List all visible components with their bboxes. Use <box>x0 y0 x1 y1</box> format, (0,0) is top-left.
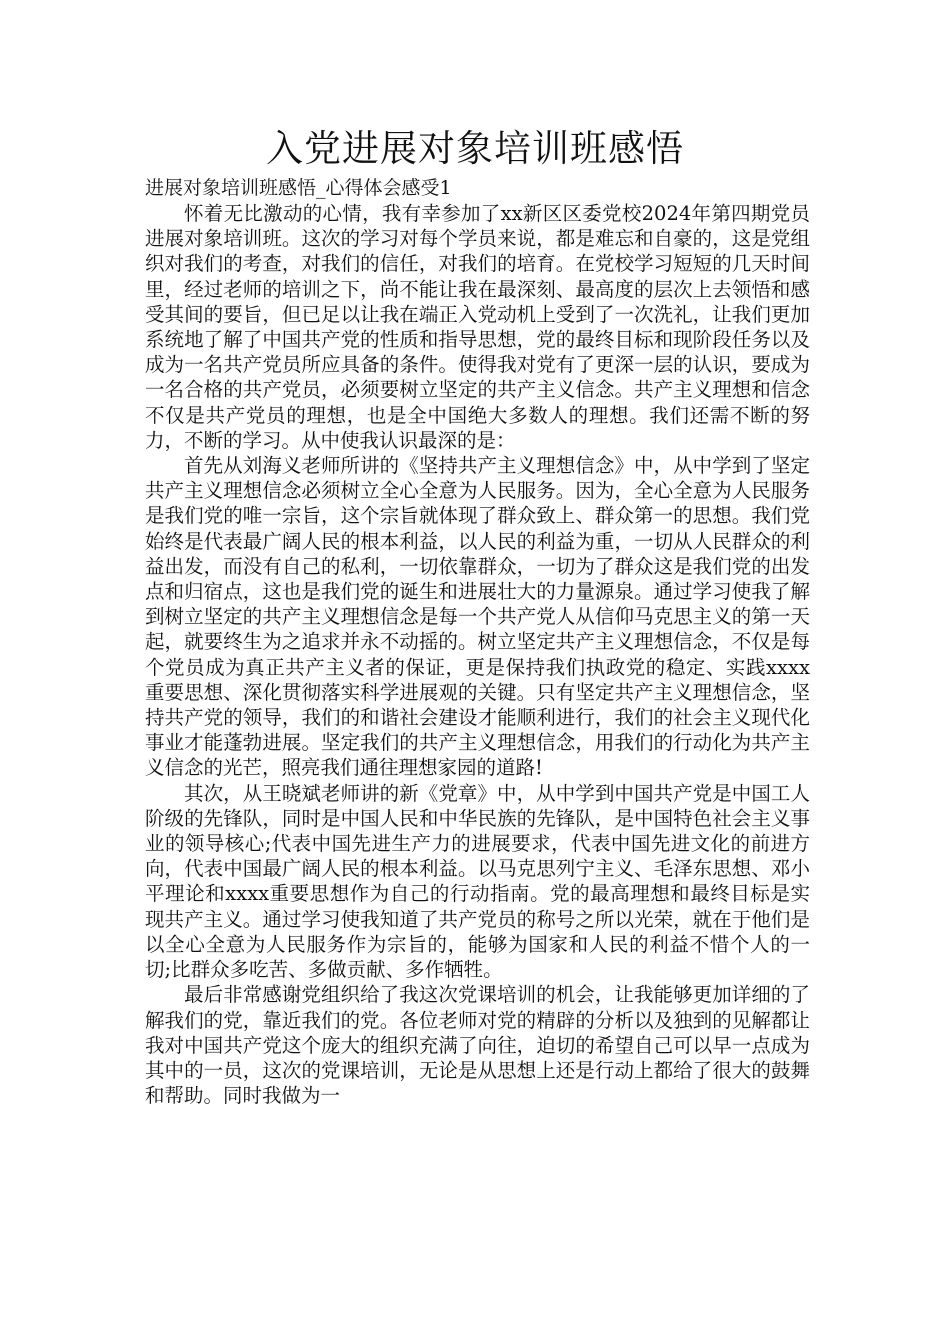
document-subtitle: 进展对象培训班感悟_心得体会感受1 <box>145 177 452 199</box>
paragraph: 首先从刘海义老师所讲的《坚持共产主义理想信念》中，从中学到了坚定共产主义理想信念必须树立全心全意为人民服务。因为，全心全意为人民服务是我们党的唯一宗旨，这个宗旨就体现了群众致上、群众第一的思想。我们党始终是代表最广阔人民的根本利益，以人民的利益为重，一切从人民群众的利益出发，而没有自己的私利，一切依靠群众，一切为了群众这是我们党的出发点和归宿点，这也是我们党的诞生和进展壮大的力量源泉。通过学习使我了解到树立坚定的共产主义理想信念是每一个共产党人从信仰马克思主义的第一天起，就要终生为之追求并永不动摇的。树立坚定共产主义理想信念，不仅是每个党员成为真正共产主义者的保证，更是保持我们执政党的稳定、实践xxxx重要思想、深化贯彻落实科学进展观的关键。只有坚定共产主义理想信念，坚持共产党的领导，我们的和谐社会建设才能顺利进行，我们的社会主义现代化事业才能蓬勃进展。坚定我们的共产主义理想信念，用我们的行动化为共产主义信念的光芒，照亮我们通往理想家园的道路! <box>145 454 810 780</box>
document-body <box>145 201 810 1108</box>
paragraph: 怀着无比激动的心情，我有幸参加了xx新区区委党校2024年第四期党员进展对象培训班。这次的学习对每个学员来说，都是难忘和自豪的，这是党组织对我们的考查，对我们的信任，对我们的培育。在党校学习短短的几天时间里，经过老师的培训之下，尚不能让我在最深刻、最高度的层次上去领悟和感受其间的要旨，但已足以让我在端正入党动机上受到了一次洗礼，让我们更加系统地了解了中国共产党的性质和指导思想，党的最终目标和现阶段任务以及成为一名共产党员所应具备的条件。使得我对党有了更深一层的认识，要成为一名合格的共产党员，必须要树立坚定的共产主义信念。共产主义理想和信念不仅是共产党员的理想，也是全中国绝大多数人的理想。我们还需不断的努力，不断的学习。从中使我认识最深的是： <box>145 202 810 452</box>
document-title: 入党进展对象培训班感悟 <box>266 127 684 170</box>
paragraph: 其次，从王晓斌老师讲的新《党章》中，从中学到中国共产党是中国工人阶级的先锋队，同时是中国人民和中华民族的先锋队，是中国特色社会主义事业的领导核心;代表中国先进生产力的进展要求，代表中国先进文化的前进方向，代表中国最广阔人民的根本利益。以马克思列宁主义、毛泽东思想、邓小平理论和xxxx重要思想作为自己的行动指南。党的最高理想和最终目标是实现共产主义。通过学习使我知道了共产党员的称号之所以光荣，就在于他们是以全心全意为人民服务作为宗旨的，能够为国家和人民的利益不惜个人的一切;比群众多吃苦、多做贡献、多作牺牲。 <box>145 781 810 982</box>
paragraph: 最后非常感谢党组织给了我这次党课培训的机会，让我能够更加详细的了解我们的党，靠近我们的党。各位老师对党的精辟的分析以及独到的见解都让我对中国共产党这个庞大的组织充满了向往，迫切的希望自己可以早一点成为其中的一员，这次的党课培训，无论是从思想上还是行动上都给了很大的鼓舞和帮助。同时我做为一 <box>145 983 810 1108</box>
